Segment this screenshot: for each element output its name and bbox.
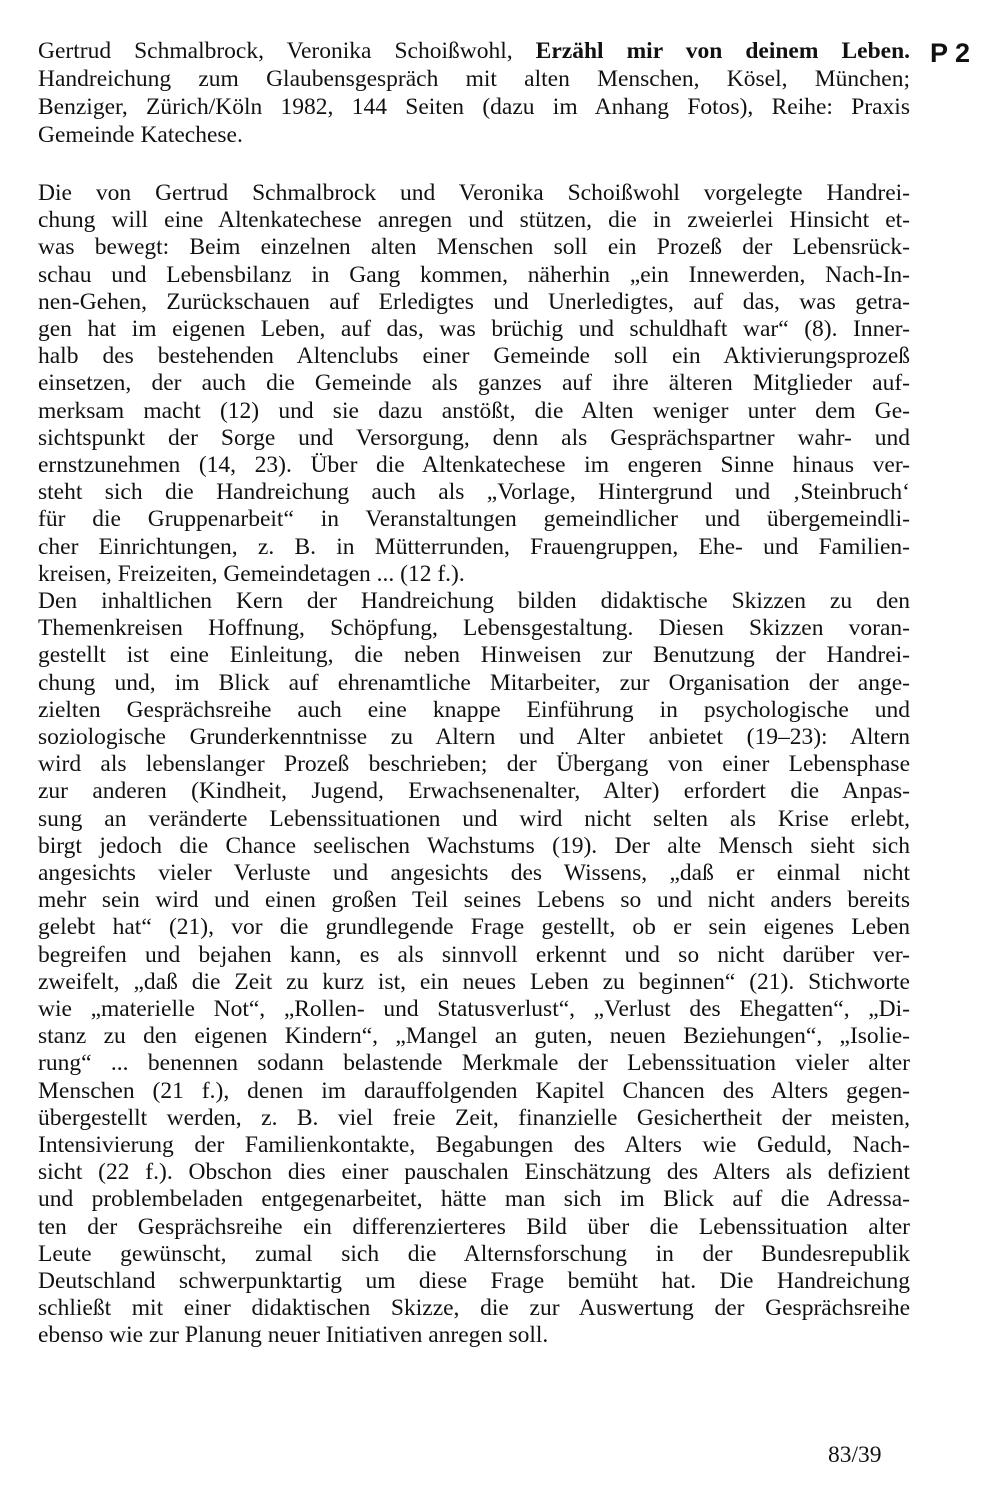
body-line: chung und, im Blick auf ehrenamtliche Mitarbeiter, zur Organisation der ange- xyxy=(38,669,910,696)
body-line: chung will eine Altenkatechese anregen und stützen, die in zweierlei Hinsicht et- xyxy=(38,207,910,234)
body-line: cher Einrichtungen, z. B. in Mütterrunden, Frauengruppen, Ehe- und Familien- xyxy=(38,533,910,560)
body-line: schließt mit einer didaktischen Skizze, die zur Auswertung der Gesprächsreihe xyxy=(38,1295,910,1322)
body-line: Den inhaltlichen Kern der Handreichung bilden didaktische Skizzen zu den xyxy=(38,588,910,614)
body-line: sicht (22 f.). Obschon dies einer pauschalen Einschätzung des Alters als defizient xyxy=(38,1159,910,1186)
body-line: halb des bestehenden Altenclubs einer Gemeinde soll ein Aktivierungsprozeß xyxy=(38,343,910,370)
body-line: sichtspunkt der Sorge und Versorgung, denn als Gesprächspartner wahr- und xyxy=(38,424,910,451)
body-line: steht sich die Handreichung auch als „Vorlage, Hintergrund und ‚Steinbruch‘ xyxy=(38,479,910,506)
body-line: gelebt hat“ (21), vor die grundlegende Frage gestellt, ob er sein eigenes Leben xyxy=(38,914,910,941)
body-line: wie „materielle Not“, „Rollen- und Statusverlust“, „Verlust des Ehegatten“, „Di- xyxy=(38,996,910,1022)
body-line: zielten Gesprächsreihe auch eine knappe Einführung in psychologische und xyxy=(38,696,910,723)
body-line: merksam macht (12) und sie dazu anstößt, die Alten weniger unter dem Ge- xyxy=(38,397,910,424)
body-line: für die Gruppenarbeit“ in Veranstaltungen gemeindlicher und übergemeindli- xyxy=(38,506,910,533)
body-line: sung an veränderte Lebenssituationen und wird nicht selten als Krise erlebt, xyxy=(38,805,910,832)
body-line: angesichts vieler Verluste und angesichts des Wissens, „daß er einmal nicht xyxy=(38,860,910,886)
citation-line-2: Handreichung zum Glaubensgespräch mit alten Menschen, Kösel, München; xyxy=(38,66,910,92)
page-number: 83/39 xyxy=(828,1442,882,1468)
body-line: ten der Gesprächsreihe ein differenzierteres Bild über die Lebenssituation alter xyxy=(38,1213,910,1240)
body-line: zur anderen (Kindheit, Jugend, Erwachsenenalter, Alter) erfordert die Anpas- xyxy=(38,778,910,805)
body-line: Leute gewünscht, zumal sich die Alternsforschung in der Bundesrepublik xyxy=(38,1240,910,1267)
body-line: einsetzen, der auch die Gemeinde als ganzes auf ihre älteren Mitglieder auf- xyxy=(38,370,910,397)
body-line: ernstzunehmen (14, 23). Über die Altenkatechese im engeren Sinne hinaus ver- xyxy=(38,452,910,478)
body-line: Die von Gertrud Schmalbrock und Veronika Schoißwohl vorgelegte Handrei- xyxy=(38,180,910,206)
citation-authors: Gertrud Schmalbrock, Veronika Schoißwohl, xyxy=(38,38,513,64)
body-line: wird als lebenslanger Prozeß beschrieben; der Übergang von einer Lebensphase xyxy=(38,751,910,778)
section-label: P 2 xyxy=(930,38,971,68)
citation-line-3: Benziger, Zürich/Köln 1982, 144 Seiten (dazu im Anhang Fotos), Reihe: Praxis xyxy=(38,94,910,120)
citation-line-1 xyxy=(38,38,910,65)
body-line: zweifelt, „daß die Zeit zu kurz ist, ein neues Leben zu beginnen“ (21). Stichworte xyxy=(38,968,910,995)
body-line: birgt jedoch die Chance seelischen Wachstums (19). Der alte Mensch sieht sich xyxy=(38,832,910,859)
body-line: soziologische Grunderkenntnisse zu Altern und Alter anbietet (19–23): Altern xyxy=(38,724,910,750)
body-line: mehr sein wird und einen großen Teil seines Lebens so und nicht anders bereits xyxy=(38,887,910,914)
body-line: schau und Lebensbilanz in Gang kommen, näherhin „ein Innewerden, Nach-In- xyxy=(38,261,910,288)
body-line: stanz zu den eigenen Kindern“, „Mangel an guten, neuen Beziehungen“, „Isolie- xyxy=(38,1023,910,1050)
body-line: nen-Gehen, Zurückschauen auf Erledigtes und Unerledigtes, auf das, was getra- xyxy=(38,288,910,315)
body-line: Intensivierung der Familienkontakte, Begabungen des Alters wie Geduld, Nach- xyxy=(38,1132,910,1158)
body-line: und problembeladen entgegenarbeitet, hätte man sich im Blick auf die Adressa- xyxy=(38,1186,910,1213)
body-line: Themenkreisen Hoffnung, Schöpfung, Lebensgestaltung. Diesen Skizzen voran- xyxy=(38,615,910,642)
body-line: ebenso wie zur Planung neuer Initiativen anregen soll. xyxy=(38,1322,549,1349)
citation-line-4: Gemeinde Katechese. xyxy=(38,122,243,148)
body-line: was bewegt: Beim einzelnen alten Menschen soll ein Prozeß der Lebensrück- xyxy=(38,234,910,261)
body-line: gen hat im eigenen Leben, auf das, was brüchig und schuldhaft war“ (8). Inner- xyxy=(38,316,910,342)
citation-title: Erzähl mir von deinem Leben. xyxy=(535,38,911,64)
body-line: kreisen, Freizeiten, Gemeindetagen ... (12 f.). xyxy=(38,560,465,587)
body-line: Menschen (21 f.), denen im darauffolgenden Kapitel Chancen des Alters gegen- xyxy=(38,1077,910,1104)
body-line: gestellt ist eine Einleitung, die neben Hinweisen zur Benutzung der Handrei- xyxy=(38,642,910,669)
body-line: rung“ ... benennen sodann belastende Merkmale der Lebenssituation vieler alter xyxy=(38,1050,910,1077)
body-line: Deutschland schwerpunktartig um diese Frage bemüht hat. Die Handreichung xyxy=(38,1268,910,1294)
body-line: übergestellt werden, z. B. viel freie Zeit, finanzielle Gesichertheit der meisten, xyxy=(38,1104,910,1131)
body-line: begreifen und bejahen kann, es als sinnvoll erkennt und so nicht darüber ver- xyxy=(38,941,910,968)
